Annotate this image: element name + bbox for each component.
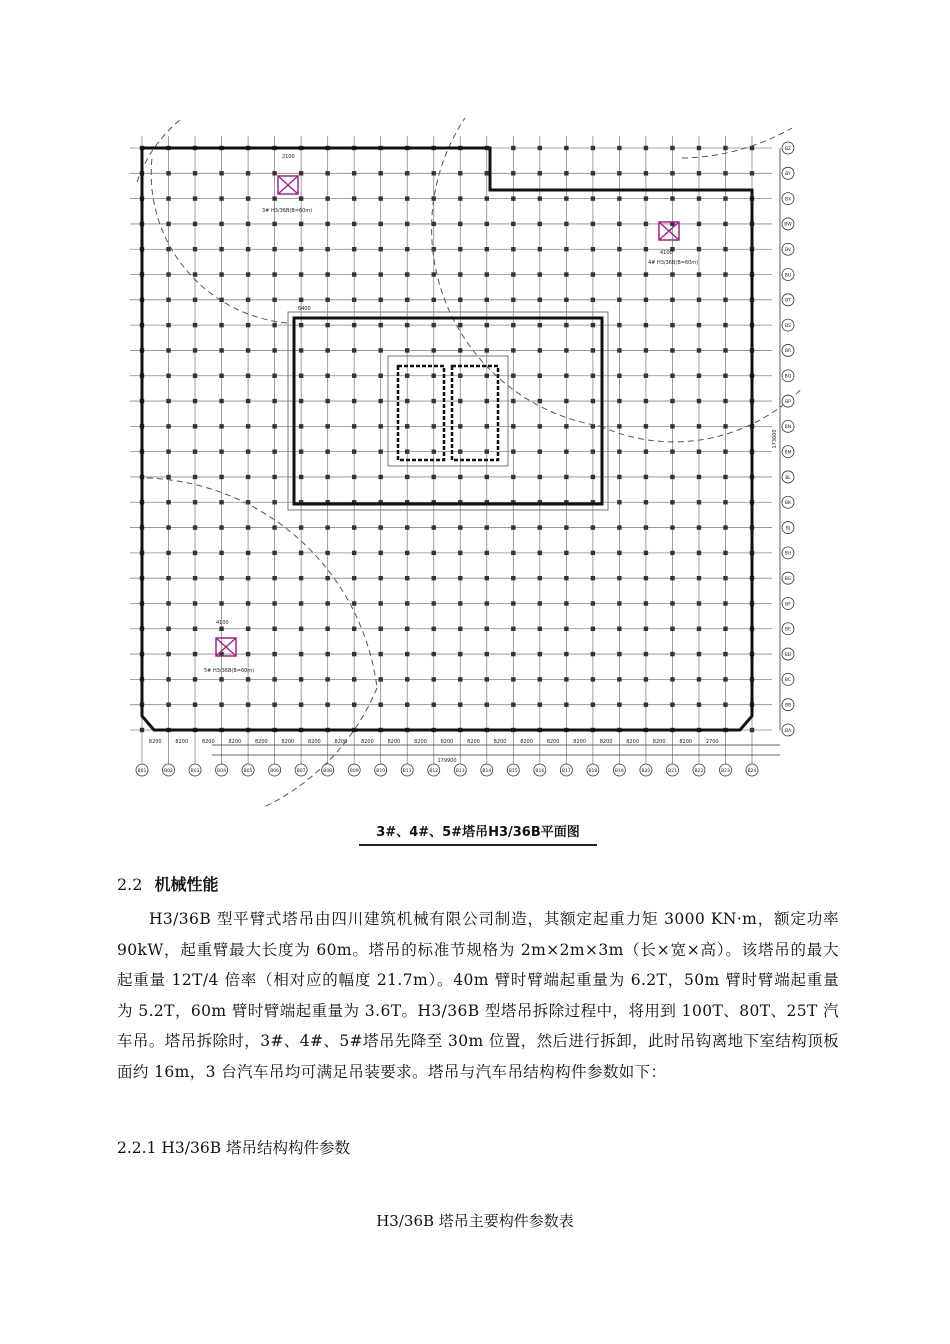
- building-outline: [142, 148, 752, 730]
- axis-bubble: [640, 764, 652, 776]
- dim-label-1: 2100: [282, 154, 295, 160]
- dim-label: 8200: [440, 739, 454, 745]
- axis-bubbles-right: [782, 142, 794, 736]
- axis-bubble: [782, 142, 794, 154]
- axis-bubbles-bottom: [136, 764, 758, 776]
- svg-text:B18: B18: [588, 769, 598, 774]
- dim-label: 8200: [546, 739, 560, 745]
- axis-bubble: [136, 764, 148, 776]
- dim-label: 8200: [599, 739, 613, 745]
- axis-bubble: [782, 395, 794, 407]
- axis-bubble: [782, 193, 794, 205]
- crane-plan-drawing: [112, 118, 802, 856]
- svg-text:BZ: BZ: [784, 146, 792, 152]
- dim-label: 8200: [148, 739, 162, 745]
- svg-text:B01: B01: [137, 769, 147, 774]
- dim-label: 8200: [175, 739, 189, 745]
- axis-bubble: [782, 344, 794, 356]
- dim-label: 8200: [652, 739, 666, 745]
- axis-bubble: [693, 764, 705, 776]
- dim-label: 8200: [467, 739, 480, 745]
- dim-label: 8200: [281, 739, 295, 745]
- svg-text:BS: BS: [785, 323, 791, 329]
- crane-label-3: 3# H3/36B(B=60m): [262, 208, 313, 214]
- core-wall: [294, 318, 602, 504]
- svg-text:B14: B14: [482, 769, 492, 774]
- svg-text:B13: B13: [455, 769, 465, 774]
- svg-text:B20: B20: [641, 769, 651, 774]
- axis-bubble: [782, 370, 794, 382]
- axis-bubble: [782, 648, 794, 660]
- axis-bubble: [782, 522, 794, 534]
- body-paragraph: H3/36B 型平臂式塔吊由四川建筑机械有限公司制造，其额定起重力矩 3000 KN·m，额定功率 90kW，起重臂最大长度为 60m。塔吊的标准节规格为 2m×2m×3m（长×宽×高）。该塔吊的最大起重量 12T/4 倍率（相对应的幅度 21.7m）。40m 臂时臂端起重量为 6.2T，50m 臂时臂端起重量为 5.2T，60m 臂时臂端起重量为 3.6T。H3/36B 型塔吊拆除过程中，将用到 100T、80T、25T 汽车吊。塔吊拆除时，3#、4#、5#塔吊先降至 30m 位置，然后进行拆卸，此时吊钩离地下室结构顶板面约 16m，3 台汽车吊均可满足吊装要求。塔吊与汽车吊结构构件参数如下：: [117, 910, 839, 1081]
- svg-text:BX: BX: [784, 197, 792, 203]
- axis-bubble: [613, 764, 625, 776]
- figure-caption: 3#、4#、5#塔吊H3/36B平面图: [359, 816, 597, 846]
- dim-label: 8200: [254, 739, 268, 745]
- column-markers: [140, 146, 754, 732]
- axis-bubble: [454, 764, 466, 776]
- axis-bubble: [216, 764, 228, 776]
- axis-bubble: [295, 764, 307, 776]
- svg-text:B06: B06: [270, 769, 280, 774]
- axis-bubble: [587, 764, 599, 776]
- axis-bubble: [189, 764, 201, 776]
- axis-bubble: [666, 764, 678, 776]
- axis-bubble: [428, 764, 440, 776]
- svg-text:B09: B09: [349, 769, 359, 774]
- axis-bubble: [782, 471, 794, 483]
- svg-text:B16: B16: [535, 769, 545, 774]
- svg-text:BN: BN: [784, 425, 792, 431]
- svg-text:B08: B08: [323, 769, 333, 774]
- axis-bubble: [401, 764, 413, 776]
- dimension-labels: [149, 429, 778, 764]
- dim-label: 8200: [414, 739, 427, 745]
- axis-bubble: [782, 724, 794, 736]
- dim-label: 8200: [626, 739, 640, 745]
- axis-bubble: [348, 764, 360, 776]
- crane-label-4: 4# H3/36B(B=60m): [648, 260, 699, 266]
- axis-bubble: [322, 764, 334, 776]
- dim-label: 8200: [228, 739, 242, 745]
- total-dim-label: 179900: [437, 758, 457, 764]
- svg-text:B17: B17: [561, 769, 571, 774]
- dim-label: 8200: [573, 739, 586, 745]
- svg-text:BL: BL: [785, 475, 791, 481]
- axis-bubble: [507, 764, 519, 776]
- svg-text:BF: BF: [785, 602, 791, 608]
- dim-label-2: 4100: [660, 250, 673, 256]
- dim-label: 8200: [334, 739, 348, 745]
- right-total-label: 173600: [772, 429, 778, 449]
- axis-bubble: [719, 764, 731, 776]
- axis-bubble: [782, 243, 794, 255]
- axis-bubble: [782, 673, 794, 685]
- crane-markers: [216, 176, 679, 656]
- axis-bubble: [242, 764, 254, 776]
- svg-text:B12: B12: [429, 769, 439, 774]
- dim-label: 8200: [520, 739, 533, 745]
- svg-text:BW: BW: [784, 222, 792, 228]
- dim-label: 8200: [201, 739, 215, 745]
- axis-bubble: [782, 167, 794, 179]
- svg-text:BT: BT: [785, 298, 791, 304]
- svg-text:B24: B24: [747, 769, 757, 774]
- section-heading: [117, 872, 218, 895]
- dim-label: 8200: [679, 739, 693, 745]
- axis-bubble: [782, 446, 794, 458]
- svg-text:B04: B04: [217, 769, 226, 774]
- axis-bubble: [163, 764, 175, 776]
- svg-text:B07: B07: [296, 769, 306, 774]
- section-title: 机械性能: [154, 875, 219, 894]
- svg-text:B11: B11: [402, 769, 412, 774]
- dim-label: 8200: [387, 739, 401, 745]
- svg-text:BQ: BQ: [784, 374, 792, 380]
- axis-bubble: [782, 294, 794, 306]
- dim-label: 8200: [361, 739, 374, 745]
- svg-text:BD: BD: [784, 652, 792, 658]
- svg-text:BJ: BJ: [785, 526, 791, 532]
- svg-text:B23: B23: [721, 769, 730, 774]
- axis-bubble: [560, 764, 572, 776]
- svg-text:BV: BV: [784, 248, 792, 254]
- svg-text:B02: B02: [164, 769, 173, 774]
- axis-bubble: [746, 764, 758, 776]
- axis-bubble: [782, 420, 794, 432]
- axis-bubble: [782, 572, 794, 584]
- svg-text:BP: BP: [785, 399, 791, 405]
- svg-text:BK: BK: [784, 501, 792, 507]
- svg-text:B19: B19: [614, 769, 624, 774]
- svg-text:B21: B21: [668, 769, 677, 774]
- svg-text:BR: BR: [784, 349, 792, 355]
- svg-text:BG: BG: [784, 576, 792, 582]
- svg-text:BE: BE: [785, 627, 791, 633]
- axis-bubble: [269, 764, 281, 776]
- axis-bubble: [782, 319, 794, 331]
- svg-text:BC: BC: [784, 678, 792, 684]
- axis-bubble: [782, 699, 794, 711]
- svg-text:B22: B22: [694, 769, 704, 774]
- svg-text:B05: B05: [243, 769, 253, 774]
- svg-text:BM: BM: [784, 450, 792, 456]
- dim-label-4: 6400: [298, 306, 311, 312]
- svg-text:BU: BU: [784, 273, 792, 279]
- axis-bubble: [782, 547, 794, 559]
- dim-label-3: 4100: [216, 620, 229, 626]
- axis-bubble: [782, 597, 794, 609]
- svg-text:B03: B03: [190, 769, 200, 774]
- svg-text:BH: BH: [784, 551, 792, 557]
- core-region: [288, 312, 608, 510]
- axis-bubble: [375, 764, 387, 776]
- axis-bubble: [782, 269, 794, 281]
- crane-label-5: 5# H3/36B(B=60m): [204, 668, 255, 674]
- dim-label: 8200: [493, 739, 507, 745]
- axis-bubble: [534, 764, 546, 776]
- svg-text:B10: B10: [376, 769, 386, 774]
- subsection-heading: 2.2.1 H3/36B 塔吊结构构件参数: [117, 1139, 351, 1157]
- axis-bubble: [481, 764, 493, 776]
- svg-text:B15: B15: [508, 769, 518, 774]
- axis-bubble: [782, 496, 794, 508]
- svg-text:BB: BB: [784, 703, 792, 709]
- dim-label: 8200: [308, 739, 321, 745]
- section-number: 2.2: [117, 875, 143, 894]
- axis-bubble: [782, 623, 794, 635]
- table-caption: H3/36B 塔吊主要构件参数表: [376, 1212, 574, 1230]
- svg-text:BA: BA: [784, 728, 792, 734]
- svg-text:BY: BY: [785, 172, 791, 178]
- dim-label: 2700: [705, 739, 719, 745]
- axis-bubble: [782, 218, 794, 230]
